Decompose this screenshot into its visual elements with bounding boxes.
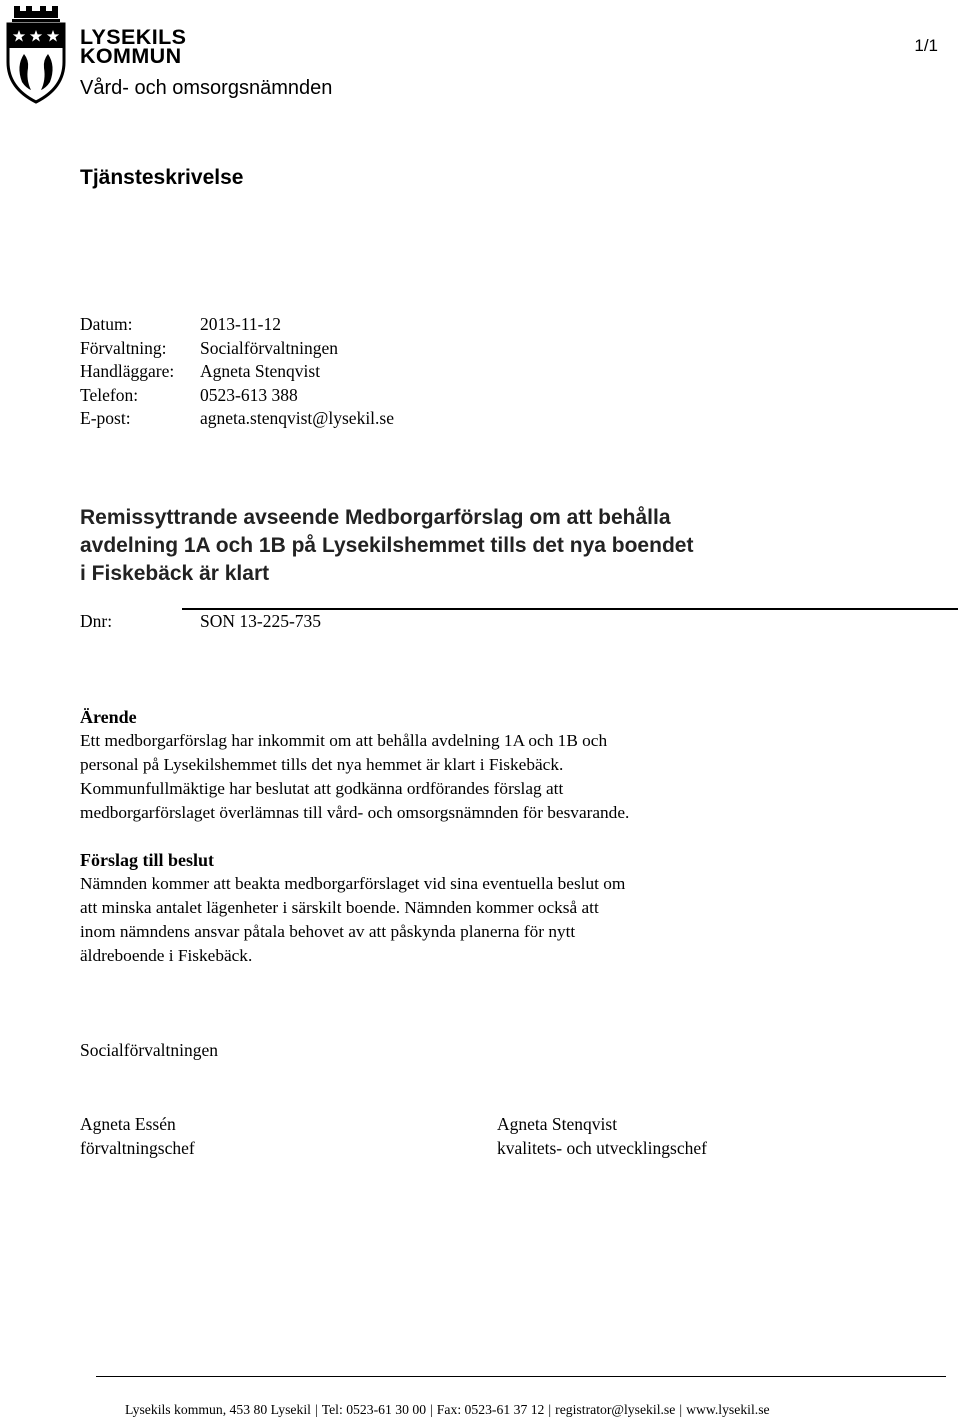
section-heading: Ärende	[80, 707, 137, 727]
footer-address: Lysekils kommun, 453 80 Lysekil	[125, 1402, 311, 1417]
section-body	[80, 729, 760, 825]
meta-label: Datum:	[80, 314, 133, 334]
signatory-2	[497, 1112, 707, 1160]
divider-line	[182, 608, 958, 610]
section-arende	[80, 705, 760, 825]
diary-number	[80, 611, 321, 632]
subject-line: i Fiskebäck är klart	[80, 562, 270, 585]
meta-label: Telefon:	[80, 384, 139, 405]
meta-row-handler	[80, 360, 394, 384]
meta-label: Handläggare:	[80, 361, 175, 381]
meta-value-phone: 0523-613 388	[200, 384, 298, 405]
body-line: Ett medborgarförslag har inkommit om att behålla avdelning 1A och 1B och	[80, 731, 608, 750]
footer-website[interactable]: www.lysekil.se	[686, 1402, 770, 1417]
logo-line-1: LYSEKILS	[80, 25, 187, 49]
footer-contact	[125, 1402, 770, 1418]
meta-value-handler: Agneta Stenqvist	[200, 361, 321, 381]
dnr-value: SON 13-225-735	[200, 611, 322, 631]
signatory-title: förvaltningschef	[80, 1138, 195, 1158]
footer-email[interactable]: registrator@lysekil.se	[555, 1402, 676, 1417]
meta-row-date	[80, 313, 394, 337]
footer-phone: Tel: 0523-61 30 00	[321, 1402, 427, 1417]
meta-row-administration	[80, 337, 394, 361]
logo-line-2: KOMMUN	[80, 44, 182, 68]
body-line: att minska antalet lägenheter i särskilt boende. Nämnden kommer också att	[80, 898, 599, 917]
meta-value-administration: Socialförvaltningen	[200, 337, 339, 358]
municipality-wordmark	[80, 25, 198, 68]
municipal-crest-logo	[4, 2, 68, 106]
subject-line: avdelning 1A och 1B på Lysekilshemmet tills det nya boendet	[80, 534, 694, 557]
document-type-heading: Tjänsteskrivelse	[80, 166, 244, 189]
footer-separator: |	[548, 1402, 552, 1417]
footer-fax: Fax: 0523-61 37 12	[436, 1402, 545, 1417]
body-line: inom nämndens ansvar påtala behovet av att påskynda planerna för nytt	[80, 922, 576, 941]
footer-separator: |	[679, 1402, 683, 1417]
body-line: personal på Lysekilshemmet tills det nya hemmet är klart i Fiskebäck.	[80, 755, 564, 774]
dnr-label: Dnr:	[80, 611, 113, 631]
signatory-name: Agneta Stenqvist	[497, 1114, 618, 1134]
body-line: Kommunfullmäktige har beslutat att godkänna ordförandes förslag att	[80, 779, 564, 798]
footer-separator: |	[430, 1402, 433, 1417]
meta-label: Förvaltning:	[80, 337, 167, 358]
section-forslag-till-beslut	[80, 848, 760, 968]
body-line: Nämnden kommer att beakta medborgarförslaget vid sina eventuella beslut om	[80, 874, 626, 893]
subject-heading	[80, 504, 800, 588]
signatory-title: kvalitets- och utvecklingschef	[497, 1138, 707, 1158]
department-name: Vård- och omsorgsnämnden	[80, 77, 333, 99]
meta-row-email	[80, 407, 394, 431]
section-body	[80, 872, 760, 968]
signatory-1	[80, 1112, 195, 1160]
section-heading: Förslag till beslut	[80, 850, 214, 870]
subject-line: Remissyttrande avseende Medborgarförslag om att behålla	[80, 506, 671, 529]
footer-separator: |	[314, 1402, 318, 1417]
document-meta	[80, 313, 394, 431]
signatory-name: Agneta Essén	[80, 1114, 176, 1134]
footer-divider	[96, 1376, 946, 1377]
meta-value-email: agneta.stenqvist@lysekil.se	[200, 408, 394, 428]
body-line: äldreboende i Fiskebäck.	[80, 946, 253, 965]
body-line: medborgarförslaget överlämnas till vård- och omsorgsnämnden för besvarande.	[80, 803, 630, 822]
page-number: 1/1	[914, 36, 938, 55]
meta-row-phone	[80, 384, 394, 408]
meta-label: E-post:	[80, 408, 131, 428]
meta-value-date: 2013-11-12	[200, 314, 282, 334]
signature-organization: Socialförvaltningen	[80, 1040, 219, 1060]
